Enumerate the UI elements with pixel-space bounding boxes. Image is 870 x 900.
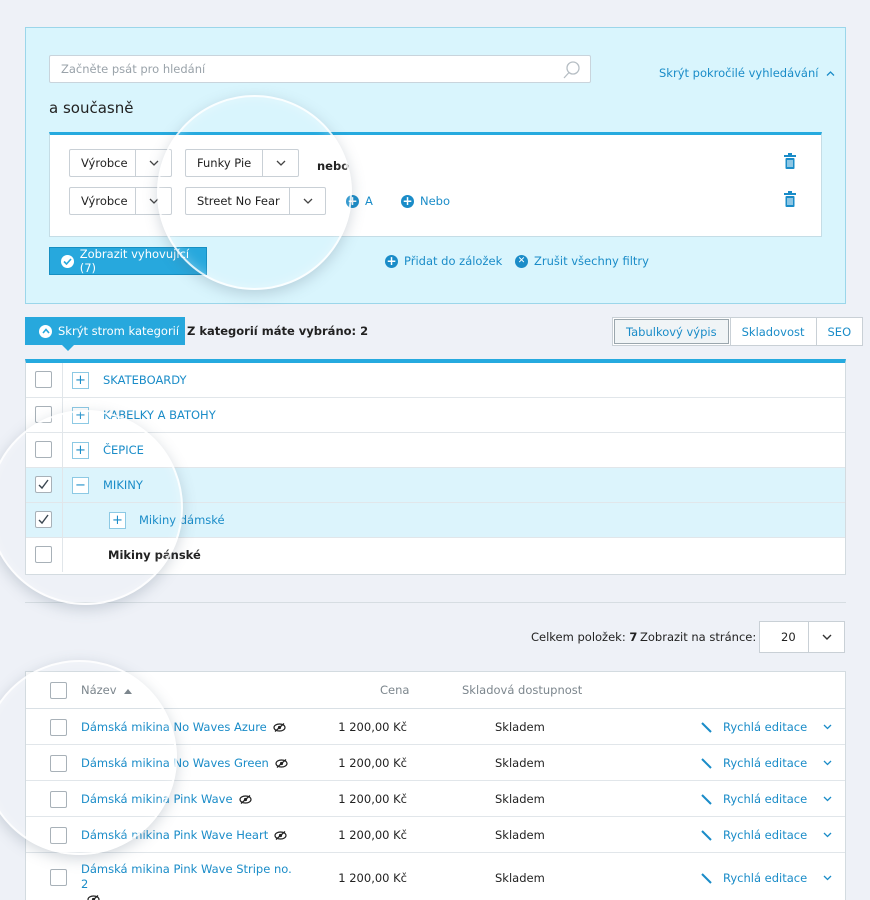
search-icon[interactable] xyxy=(562,60,582,83)
tab-stock[interactable]: Skladovost xyxy=(730,318,816,345)
table-row xyxy=(26,853,845,900)
filter-field-select-2[interactable] xyxy=(69,187,172,215)
product-price: 1 200,00 Kč xyxy=(338,792,407,806)
checkbox-cell xyxy=(26,363,63,397)
hide-advanced-label: Skrýt pokročilé vyhledávání xyxy=(659,66,819,80)
product-name-link[interactable] xyxy=(81,792,252,806)
close-circle-icon: ✕ xyxy=(515,255,528,268)
category-tree xyxy=(25,359,846,575)
quick-edit-button[interactable] xyxy=(700,756,832,770)
collapse-icon[interactable]: − xyxy=(72,477,89,494)
per-page-value: 20 xyxy=(781,630,796,644)
category-label[interactable]: SKATEBOARDY xyxy=(103,373,187,387)
checkbox-cell xyxy=(26,433,63,467)
category-label[interactable]: ČEPICE xyxy=(103,443,144,457)
total-items xyxy=(531,630,637,644)
quick-edit-button[interactable] xyxy=(700,792,832,806)
quick-edit-label: Rychlá editace xyxy=(723,792,808,806)
chevron-up-icon xyxy=(822,66,835,80)
pencil-icon xyxy=(700,793,713,806)
select-all-checkbox[interactable] xyxy=(50,682,67,699)
checkbox-cell xyxy=(26,503,63,537)
category-checkbox[interactable] xyxy=(35,546,52,563)
filter-field-value: Výrobce xyxy=(81,156,128,170)
quick-edit-label: Rychlá editace xyxy=(723,828,808,842)
filter-field-value: Výrobce xyxy=(81,194,128,208)
divider xyxy=(25,602,846,603)
product-name-link[interactable] xyxy=(81,720,286,734)
hidden-eye-icon xyxy=(275,759,288,768)
table-row xyxy=(26,781,845,817)
filter-group xyxy=(49,132,822,237)
category-checkbox[interactable] xyxy=(35,371,52,388)
hidden-eye-icon xyxy=(87,895,100,900)
quick-edit-button[interactable] xyxy=(700,828,832,842)
show-results-button[interactable] xyxy=(49,247,207,275)
column-header-stock[interactable]: Skladová dostupnost xyxy=(462,683,583,697)
quick-edit-button[interactable] xyxy=(700,871,832,885)
category-row[interactable] xyxy=(26,538,845,573)
hide-tree-label: Skrýt strom kategorií xyxy=(58,324,180,338)
selected-categories-info: Z kategorií máte vybráno: 2 xyxy=(187,324,369,338)
subcategory-label[interactable]: Mikiny dámské xyxy=(139,513,225,527)
hidden-eye-icon xyxy=(239,795,252,804)
chevron-up-circle-icon xyxy=(39,325,52,338)
hide-category-tree-button[interactable] xyxy=(25,317,185,345)
filter-value-select-1[interactable] xyxy=(185,149,299,177)
advanced-search-panel xyxy=(25,27,846,304)
expand-icon[interactable]: + xyxy=(72,372,89,389)
tab-seo[interactable]: SEO xyxy=(816,318,863,345)
pencil-icon xyxy=(700,721,713,734)
cancel-filters-label: Zrušit všechny filtry xyxy=(534,254,649,268)
row-checkbox[interactable] xyxy=(50,791,67,808)
add-and-condition-button[interactable] xyxy=(346,194,373,208)
product-stock: Skladem xyxy=(495,828,545,842)
category-checkbox[interactable] xyxy=(35,441,52,458)
table-row xyxy=(26,709,845,745)
filter-value-select-2[interactable] xyxy=(185,187,326,215)
hide-advanced-search-link[interactable] xyxy=(659,66,835,80)
product-price: 1 200,00 Kč xyxy=(338,756,407,770)
filter-value: Street No Fear xyxy=(197,194,280,208)
chevron-down-icon xyxy=(823,760,832,766)
quick-edit-label: Rychlá editace xyxy=(723,871,808,885)
sort-asc-icon xyxy=(120,683,132,697)
chevron-down-icon xyxy=(823,875,832,881)
column-name-label: Název xyxy=(81,683,117,697)
category-row[interactable] xyxy=(26,433,845,468)
row-checkbox[interactable] xyxy=(50,755,67,772)
search-box[interactable] xyxy=(49,55,591,83)
product-price: 1 200,00 Kč xyxy=(338,871,407,885)
product-name: Dámská mikina Pink Wave Stripe no. 2 xyxy=(81,862,292,891)
add-bookmark-label: Přidat do záložek xyxy=(404,254,503,268)
category-row[interactable] xyxy=(26,398,845,433)
per-page-select[interactable] xyxy=(759,621,845,653)
plus-circle-icon: + xyxy=(386,254,397,268)
column-header-price[interactable]: Cena xyxy=(380,683,410,697)
trash-icon[interactable] xyxy=(783,191,797,210)
product-name-link[interactable] xyxy=(81,756,288,770)
row-checkbox[interactable] xyxy=(50,869,67,886)
or-connector-label: nebo xyxy=(317,159,350,173)
product-name-link[interactable] xyxy=(81,828,287,842)
chevron-down-icon xyxy=(135,150,171,176)
category-label[interactable]: KABELKY A BATOHY xyxy=(103,408,216,422)
checkbox-cell xyxy=(26,468,63,502)
category-checkbox-checked[interactable] xyxy=(35,511,52,528)
table-header xyxy=(26,672,845,709)
quick-edit-label: Rychlá editace xyxy=(723,756,808,770)
and-title: a současně xyxy=(49,99,134,117)
pencil-icon xyxy=(700,872,713,885)
check-circle-icon xyxy=(61,255,74,268)
product-stock: Skladem xyxy=(495,756,545,770)
total-label: Celkem položek: xyxy=(531,630,626,644)
product-table xyxy=(25,671,846,900)
search-input[interactable] xyxy=(50,56,550,82)
checkbox-cell xyxy=(26,398,63,432)
product-name: Dámská mikina Pink Wave xyxy=(81,792,233,806)
checkbox-cell xyxy=(26,538,63,572)
show-results-label: Zobrazit vyhovující (7) xyxy=(79,247,190,275)
total-value: 7 xyxy=(629,630,638,644)
chevron-down-icon xyxy=(823,832,832,838)
row-checkbox[interactable] xyxy=(50,719,67,736)
chevron-down-icon xyxy=(289,188,325,214)
category-row[interactable] xyxy=(26,468,845,503)
expand-icon[interactable]: + xyxy=(72,407,89,424)
product-name-link[interactable] xyxy=(81,862,301,900)
plus-circle-icon: + xyxy=(347,194,358,208)
category-row[interactable] xyxy=(26,503,845,538)
hidden-eye-icon xyxy=(273,723,286,732)
table-row xyxy=(26,745,845,781)
per-page-label: Zobrazit na stránce: xyxy=(640,630,757,644)
category-checkbox[interactable] xyxy=(35,406,52,423)
trash-icon[interactable] xyxy=(783,153,797,172)
hidden-eye-icon xyxy=(274,831,287,840)
chevron-down-icon xyxy=(823,796,832,802)
product-stock: Skladem xyxy=(495,792,545,806)
row-checkbox[interactable] xyxy=(50,827,67,844)
product-name: Dámská mikina No Waves Green xyxy=(81,756,269,770)
subcategory-label[interactable]: Mikiny pánské xyxy=(108,548,201,562)
quick-edit-button[interactable] xyxy=(700,720,832,734)
category-label[interactable]: MIKINY xyxy=(103,478,143,492)
chevron-down-icon xyxy=(808,622,844,652)
filter-field-select-1[interactable] xyxy=(69,149,172,177)
expand-icon[interactable]: + xyxy=(109,512,126,529)
expand-icon[interactable]: + xyxy=(72,442,89,459)
category-row[interactable] xyxy=(26,363,845,398)
chevron-down-icon xyxy=(135,188,171,214)
cancel-filters-button[interactable] xyxy=(515,254,649,268)
plus-circle-icon: + xyxy=(402,194,413,208)
chevron-down-icon xyxy=(823,724,832,730)
product-stock: Skladem xyxy=(495,720,545,734)
pencil-icon xyxy=(700,829,713,842)
add-and-label: A xyxy=(365,194,373,208)
product-stock: Skladem xyxy=(495,871,545,885)
column-header-name[interactable] xyxy=(81,683,132,697)
product-name: Dámská mikina No Waves Azure xyxy=(81,720,267,734)
chevron-down-icon xyxy=(262,150,298,176)
product-price: 1 200,00 Kč xyxy=(338,828,407,842)
product-name: Dámská mikina Pink Wave Heart xyxy=(81,828,269,842)
view-tabs xyxy=(612,317,863,346)
table-row xyxy=(26,817,845,853)
filter-value: Funky Pie xyxy=(197,156,252,170)
add-or-condition-button[interactable] xyxy=(401,194,450,208)
pencil-icon xyxy=(700,757,713,770)
product-price: 1 200,00 Kč xyxy=(338,720,407,734)
category-checkbox-checked[interactable] xyxy=(35,476,52,493)
add-bookmark-button[interactable] xyxy=(385,254,502,268)
tab-table-view[interactable]: Tabulkový výpis xyxy=(614,319,729,344)
add-or-label: Nebo xyxy=(420,194,451,208)
quick-edit-label: Rychlá editace xyxy=(723,720,808,734)
